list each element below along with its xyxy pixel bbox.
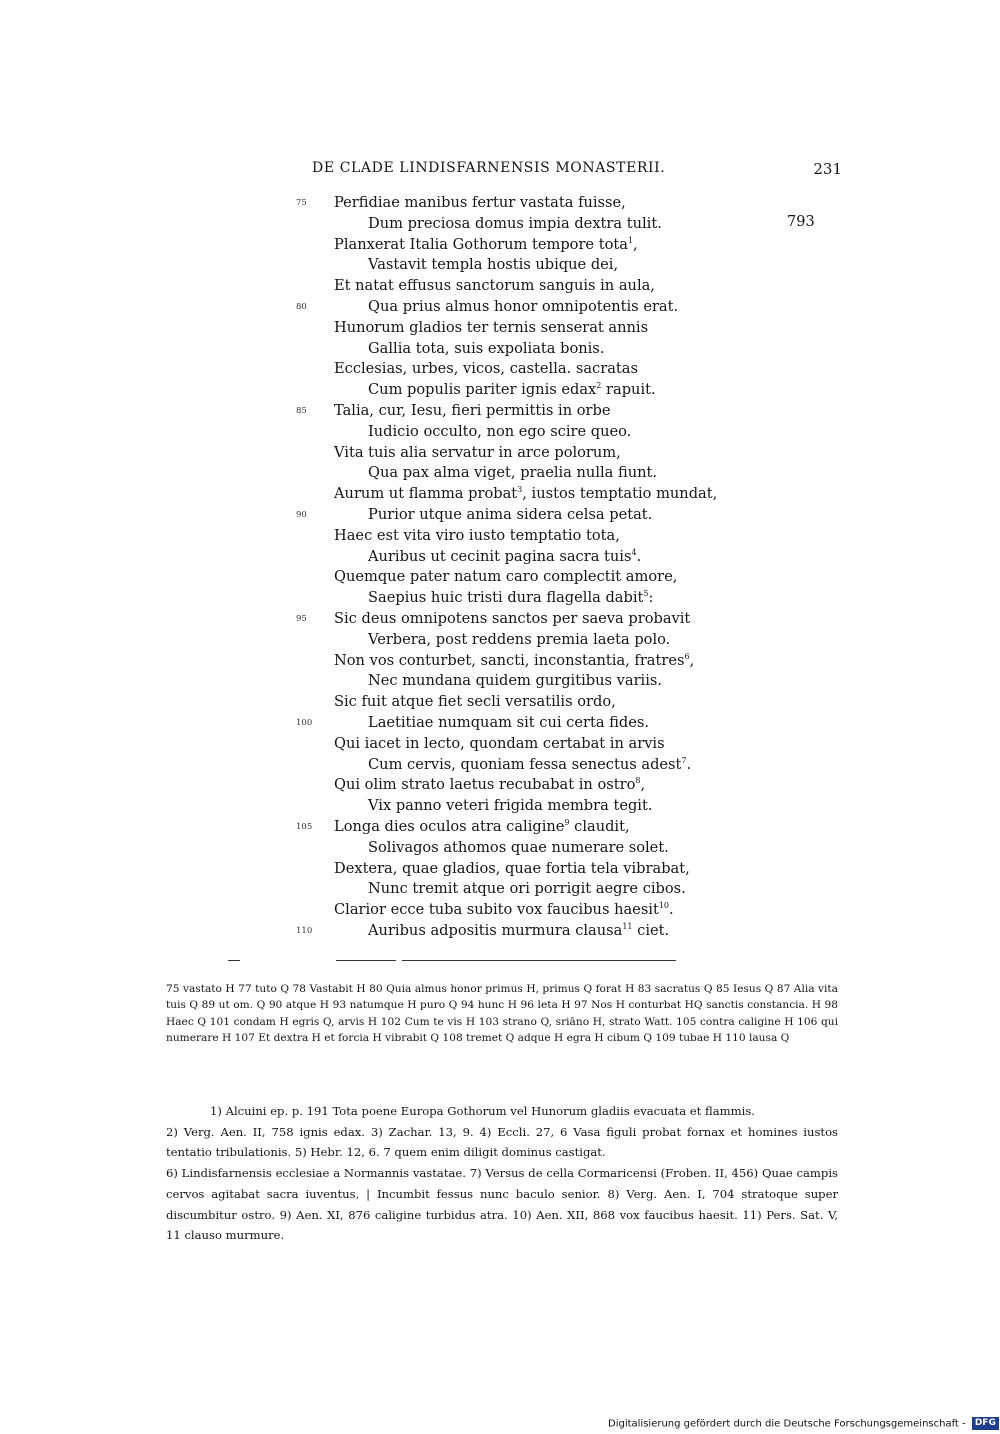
footnote-marker: 9 [564,818,570,828]
line-number: 100 [296,718,313,728]
verse-line [334,860,690,881]
line-number: 105 [296,822,313,832]
verse-text: Haec est vita viro iusto temptatio tota, [334,527,620,544]
verse-line [334,527,620,548]
footnotes [166,1101,838,1246]
digitization-credit [608,1417,999,1431]
verse-text-tail: claudit, [569,818,630,835]
verse-line [368,756,691,777]
verse-text: Ecclesias, urbes, vicos, castella. sacratas [334,360,638,377]
verse-line [334,319,648,340]
verse-text: Nunc tremit atque ori porrigit aegre cibos. [368,880,686,897]
verse-text: Solivagos athomos quae numerare solet. [368,839,669,856]
line-number: 75 [296,198,307,208]
verse-text: Cum populis pariter ignis edax [368,381,597,398]
verse-text: Auribus adpositis murmura clausa [368,922,623,939]
credit-text: Digitalisierung gefördert durch die Deutsche Forschungsgemeinschaft - [608,1418,966,1430]
dfg-logo: DFG [972,1417,999,1430]
verse-line [334,402,611,423]
verse-text-tail: ciet. [632,922,670,939]
variant-readings: 75 vastato H 77 tuto Q 78 Vastabit H 80 Quia almus honor primus H, primus Q forat H 83 sacratus Q 85 Iesus Q 87 Alia vita tuis Q 89 ut om. Q 90 atque H 93 natumque H puro Q 94 hunc H 96 leta H 97 Nos H conturbat HQ sanctis constancia. H 98 Haec Q 101 condam H egris Q, arvis H 102 Cum te vis H 103 strano Q, sriāno H, strato Watt. 105 contra caligine H 106 qui numerare H 107 Et dextra H et forcia H vibrabit Q 108 tremet Q adque H egra H cibum Q 109 tubae H 110 lausa Q [166,983,838,1045]
line-number: 110 [296,926,313,936]
verse-line [368,922,669,943]
line-number: 90 [296,510,307,520]
verse-line [334,444,621,465]
verse-text-tail: : [648,589,654,606]
verse-line [368,631,670,652]
verse-text: Talia, cur, Iesu, fieri permittis in orbe [334,402,611,419]
critical-apparatus [166,981,838,1047]
verse-text: Purior utque anima sidera celsa petat. [368,506,653,523]
verse-text: Non vos conturbet, sancti, inconstantia, fratres [334,652,685,669]
verse-line [368,672,662,693]
verse-line [334,610,690,631]
verse-text: Laetitiae numquam sit cui certa fides. [368,714,649,731]
verse-text-tail: . [669,901,674,918]
verse-text: Aurum ut flamma probat [334,485,518,502]
verse-text: Dum preciosa domus impia dextra tulit. [368,215,662,232]
verse-text: Perfidiae manibus fertur vastata fuisse, [334,194,626,211]
verse-line [368,839,669,860]
verse-line [368,298,678,319]
separator-rule-middle [336,960,396,961]
verse-text: Et natat effusus sanctorum sanguis in aula, [334,277,655,294]
verse-text: Iudicio occulto, non ego scire queo. [368,423,632,440]
verse-line [368,464,657,485]
verse-line [334,693,616,714]
verse-text: Planxerat Italia Gothorum tempore tota [334,236,628,253]
verse-line [368,340,604,361]
verse-text: Verbera, post reddens premia laeta polo. [368,631,671,648]
verse-text: Hunorum gladios ter ternis senserat annis [334,319,649,336]
verse-text: Cum cervis, quoniam fessa senectus adest [368,756,682,773]
verse-line [368,215,662,236]
verse-line [334,735,665,756]
verse-text: Nec mundana quidem gurgitibus variis. [368,672,663,689]
verse-line [368,589,653,610]
verse-line [334,568,677,589]
line-number: 80 [296,302,307,312]
footnote-marker: 7 [681,756,687,766]
verse-text: Sic fuit atque fiet secli versatilis ordo, [334,693,616,710]
separator-rule-right [402,960,676,961]
verse-text: Vastavit templa hostis ubique dei, [368,256,619,273]
footnote-marker: 2 [596,381,602,391]
footnote-marker: 5 [643,589,649,599]
verse-text-tail: . [686,756,692,773]
verse-text: Sic deus omnipotens sanctos per saeva probavit [334,610,691,627]
footnote-paragraph: 1) Alcuini ep. p. 191 Tota poene Europa Gothorum vel Hunorum gladiis evacuata et flammis. [210,1104,755,1118]
verse-text-tail: , [633,236,638,253]
verse-text: Dextera, quae gladios, quae fortia tela vibrabat, [334,860,690,877]
verse-text: Qua prius almus honor omnipotentis erat. [368,298,679,315]
verse-text: Qui iacet in lecto, quondam certabat in arvis [334,735,665,752]
verse-line [334,194,626,215]
running-title: DE CLADE LINDISFARNENSIS MONASTERII. [312,160,666,176]
verse-line [368,506,652,527]
verse-line [334,901,674,922]
verse-line [368,548,641,569]
footnote-paragraph: 2) Verg. Aen. II, 758 ignis edax. 3) Zachar. 13, 9. 4) Eccli. 27, 6 Vasa figuli probat fornax et homines iustos tentatio tribulationis. 5) Hebr. 12, 6. 7 quem enim diligit dominus castigat. [166,1124,838,1160]
footnote-marker: 10 [658,901,670,911]
verse-line [334,818,630,839]
separator-rule-left [228,960,240,961]
footnote-paragraph: 6) Lindisfarnensis ecclesiae a Normannis vastatae. 7) Versus de cella Cormaricensi (Froben. II, 456) Quae campis cervos agitabat sacra iuventus, | Incumbit fessus nunc baculo senior. 8) Verg. Aen. I, 704 stratoque super discumbitur ostro. 9) Aen. XI, 876 caligine turbidus atra. 10) Aen. XII, 868 vox faucibus haesit. 11) Pers. Sat. V, 11 clauso murmure. [166,1166,838,1243]
verse-line [334,652,694,673]
verse-line [334,360,638,381]
verse-text: Gallia tota, suis expoliata bonis. [368,340,605,357]
footnote-marker: 4 [631,548,637,558]
footnote-marker: 6 [684,652,690,662]
verse-text: Auribus ut cecinit pagina sacra tuis [368,548,632,565]
footnote-marker: 8 [635,776,641,786]
verse-text: Longa dies oculos atra caligine [334,818,565,835]
verse-text-tail: , [689,652,695,669]
verse-line [368,714,649,735]
page-header [312,160,842,180]
verse-line [334,236,638,257]
verse-line [368,797,652,818]
line-number: 95 [296,614,307,624]
verse-text-tail: , iustos temptatio mundat, [522,485,718,502]
footnote-marker: 11 [622,922,633,932]
verse-line [368,256,618,277]
verse-text: Vita tuis alia servatur in arce polorum, [334,444,621,461]
verse-line [368,381,656,402]
verse-line [334,277,655,298]
verse-line [334,485,717,506]
verse-line [368,423,631,444]
line-number: 85 [296,406,307,416]
verse-text: Qua pax alma viget, praelia nulla fiunt. [368,464,658,481]
verse-text: Qui olim strato laetus recubabat in ostro [334,776,636,793]
verse-text-tail: rapuit. [601,381,656,398]
verse-text: Vix panno veteri frigida membra tegit. [368,797,653,814]
verse-text-tail: . [636,548,642,565]
verse-text: Quemque pater natum caro complectit amore, [334,568,678,585]
verse-text: Clarior ecce tuba subito vox faucibus haesit [334,901,659,918]
verse-line [334,776,645,797]
verse-line [368,880,686,901]
year-marginal-note: 793 [787,214,815,230]
footnote-marker: 3 [517,485,523,495]
footnote-marker: 1 [627,236,634,246]
verse-text: Saepius huic tristi dura flagella dabit [368,589,644,606]
page-number: 231 [813,160,842,178]
verse-text-tail: , [640,776,646,793]
